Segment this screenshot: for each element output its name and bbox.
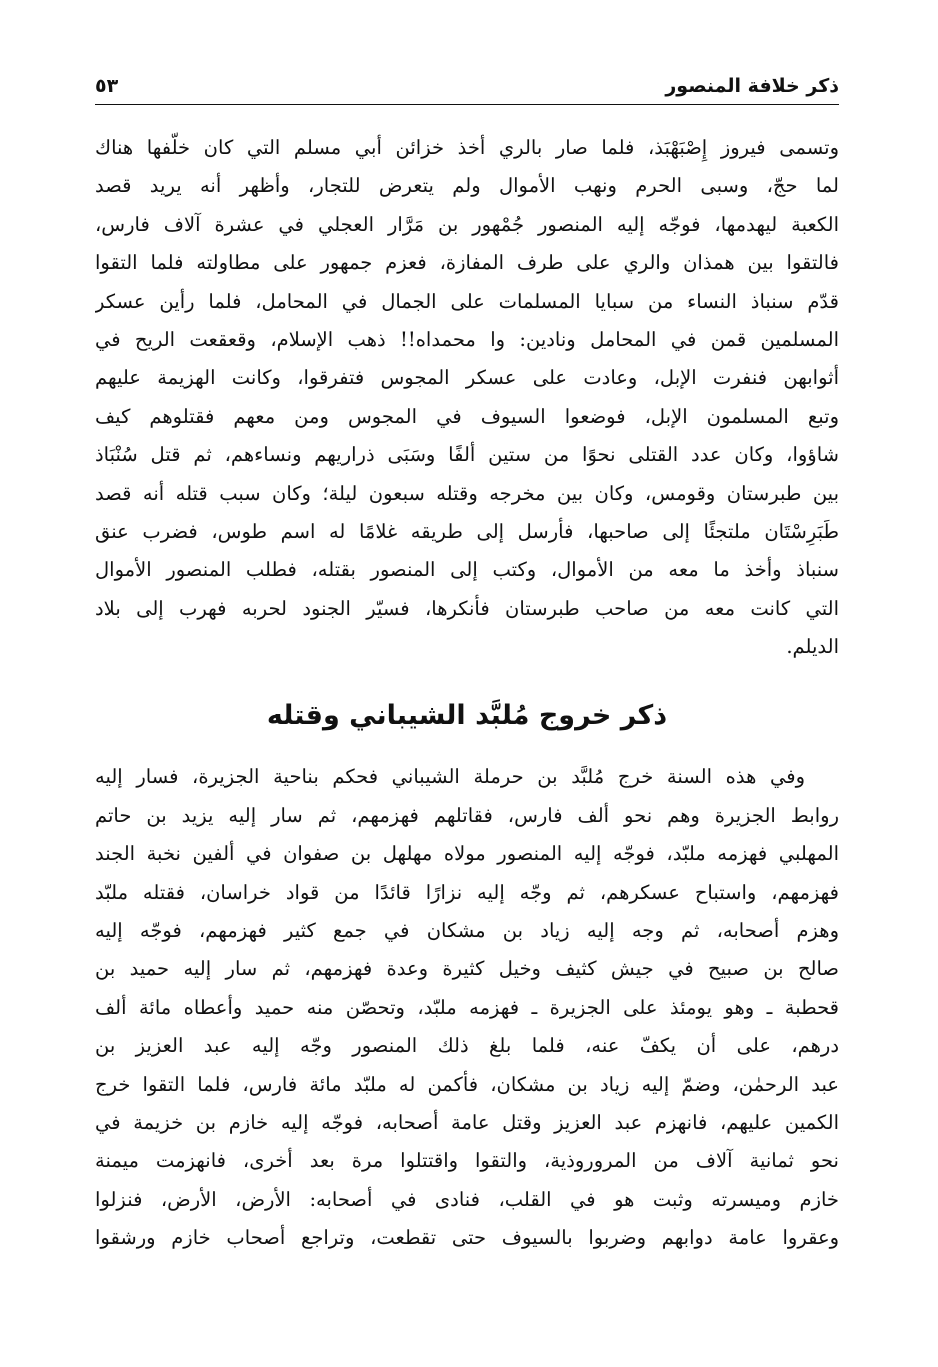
text-line: وتبع المسلمون الإبل، فوضعوا السيوف في المجوس ومن معهم فقتلوهم كيف: [95, 404, 839, 428]
text-line: الكمين عليهم، فانهزم عبد العزيز وقتل عامة أصحابه، فوجّه إليه خازم بن خزيمة في: [95, 1110, 839, 1134]
running-title: ذكر خلافة المنصور: [665, 75, 839, 97]
text-line: فهزمهم، واستباح عسكرهم، ثم وجّه إليه نزارًا قائدًا من قواد خراسان، فقتله ملبّد: [95, 880, 839, 904]
book-page: [95, 70, 839, 1258]
text-line: سنباذ وأخذ ما معه من الأموال، وكتب إلى المنصور بقتله، فطلب المنصور الأموال: [95, 558, 839, 582]
text-line: المسلمين قمن في المحامل ونادين: وا محمداه!! ذهب الإسلام، وقعقعت الريح في: [95, 327, 839, 351]
text-line: وهزم أصحابه، ثم وجه إليه زياد بن مشكان في جمع كثير فهزمهم، فوجّه إليه: [95, 919, 839, 943]
section-heading: ذكر خروج مُلبَّد الشيباني وقتله: [266, 700, 668, 732]
text-line: قدّم سنباذ النساء من سبايا المسلمات على الجمال في المحامل، فلما رأين عسكر: [95, 289, 839, 313]
text-line: نحو ثمانية آلاف من المروروذية، والتقوا واقتتلوا مرة بعد أخرى، فانهزمت ميمنة: [95, 1149, 839, 1173]
text-line: أثوابهن فنفرت الإبل، وعادت على عسكر المجوس فتفرقوا، وكانت الهزيمة عليهم: [95, 366, 839, 390]
text-line: قحطبة ـ وهو يومئذ على الجزيرة ـ فهزمه ملبّد، وتحصّن منه حميد وأعطاه مائة ألف: [95, 995, 839, 1019]
text-line: فالتقوا بين همذان والري على طرف المفازة، فعزم جمهور على مطاولته فلما التقوا: [95, 251, 839, 275]
running-header: [95, 70, 839, 105]
text-line: المهلبي فهزمه ملبّد، فوجّه إليه المنصور مولاه مهلهل بن صفوان في ألفين نخبة الجند: [95, 842, 839, 866]
text-line: شاؤوا، وكان عدد القتلى نحوًا من ستين ألفًا وسَبَى ذراريهم ونساءهم، ثم قتل سُنْبَاذ: [95, 443, 839, 467]
text-line: وتسمى فيروز إِصْبَهْبَذ، فلما صار بالري أخذ خزائن أبي مسلم التي كان خلّفها هناك: [95, 136, 839, 159]
paragraph-sinbadh: [95, 129, 839, 666]
text-line: خازم وميسرته وثبت هو في القلب، فنادى في أصحابه: الأرض، الأرض، فنزلوا: [95, 1187, 839, 1211]
text-line: وفي هذه السنة خرج مُلبَّد بن حرملة الشيباني فحكم بناحية الجزيرة، فسار إليه: [95, 765, 805, 789]
text-line: روابط الجزيرة وهم نحو ألف فارس، فقاتلهم فهزمهم، ثم سار إليه يزيد بن حاتم: [95, 803, 839, 827]
text-line: عبد الرحمٰن، وضمّ إليه زياد بن مشكان، فأكمن له ملبّد مائة فارس، فلما التقوا خرج: [95, 1072, 839, 1096]
paragraph-mulabbad: [95, 758, 839, 1257]
text-line: طَبَرِسْتَان ملتجئًا إلى صاحبها، فأرسل إلى طريقه غلامًا له اسم طوس، فضرب عنق: [95, 519, 839, 543]
text-line: التي كانت معه من صاحب طبرستان فأنكرها، فسيّر الجنود لحربه فهرب إلى بلاد: [95, 596, 839, 620]
text-line: الديلم.: [786, 635, 839, 659]
text-line: الكعبة ليهدمها، فوجّه إليه المنصور جُمْهور بن مَرَّار العجلي في عشرة آلاف فارس،: [95, 212, 839, 236]
text-line: صالح بن صبيح في جيش كثيف وخيل كثيرة وعدة فهزمهم، ثم سار إليه حميد بن: [95, 957, 839, 981]
text-line: وعقروا عامة دوابهم وضربوا بالسيوف حتى تقطعت، وتراجع أصحاب خازم ورشقوا: [95, 1226, 839, 1250]
page-number: ٥٣: [95, 75, 119, 97]
text-line: لما حجّ، وسبى الحرم ونهب الأموال ولم يتعرض للتجار، وأظهر أنه يريد قصد: [95, 174, 839, 198]
text-line: بين طبرستان وقومس، وكان بين مخرجه وقتله سبعون ليلة؛ وكان سبب قتله أنه قصد: [95, 481, 839, 505]
text-line: درهم، على أن يكفّ عنه، فلما بلغ ذلك المنصور وجّه إليه عبد العزيز بن: [95, 1034, 839, 1058]
